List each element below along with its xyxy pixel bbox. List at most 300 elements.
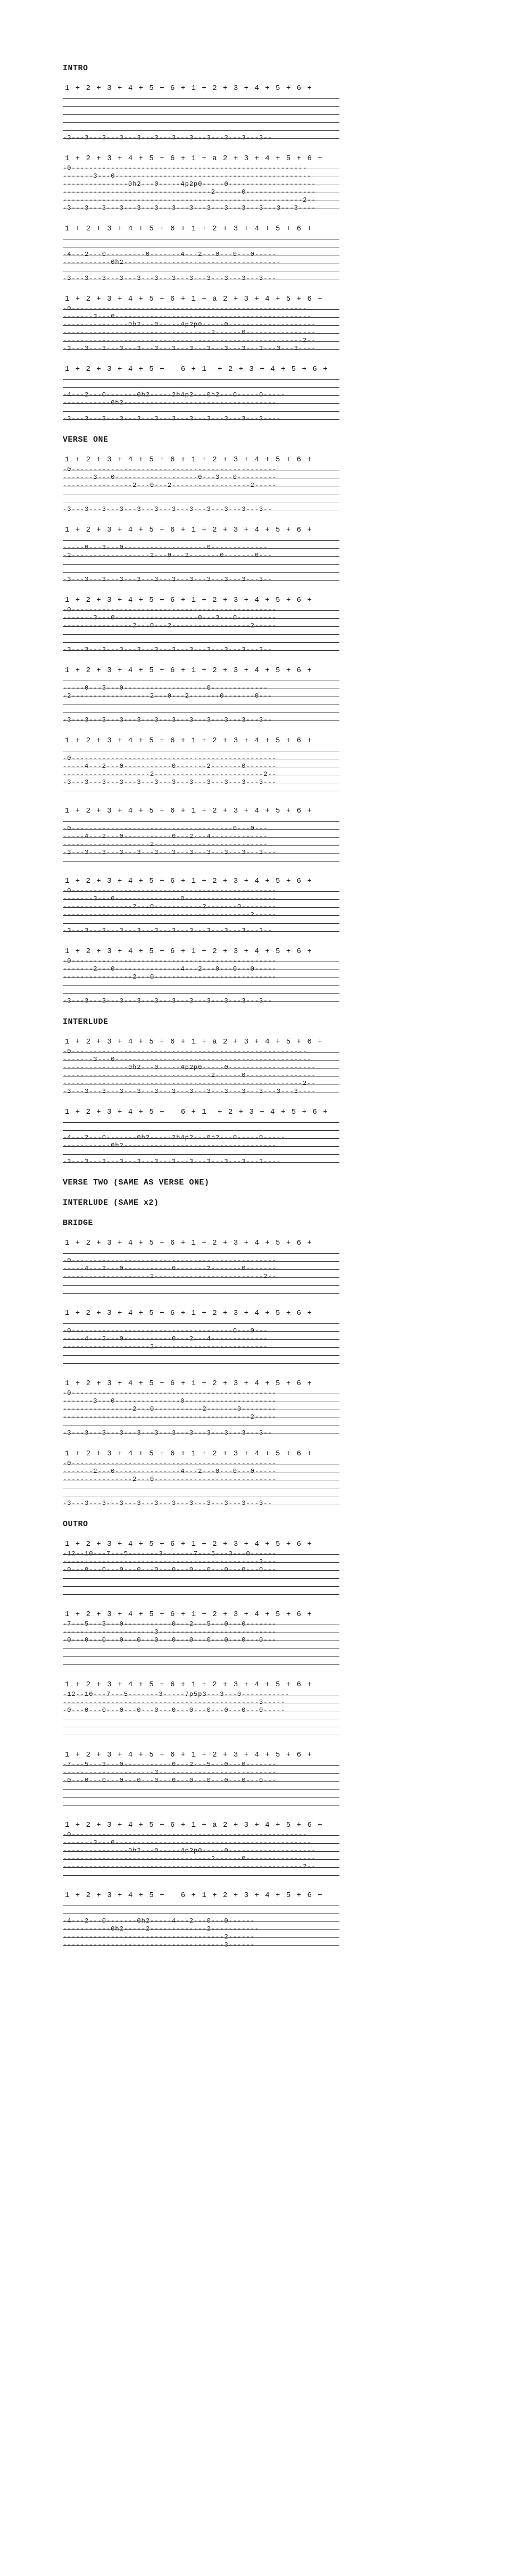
fret-notation: -3---3---3---3---3---3---3---3---3---3---3---3--	[63, 927, 272, 934]
string-line	[63, 1327, 339, 1335]
string-line	[63, 1343, 339, 1351]
string-line	[63, 1801, 339, 1809]
tab-section	[63, 62, 361, 423]
fret-notation: ----------------2---0----------------------------	[63, 973, 277, 981]
tab-measure-block	[63, 1378, 361, 1437]
string-line	[63, 1158, 339, 1166]
fret-notation: -3---3---3---3---3---3---3---3---3---3---3---3--	[63, 716, 272, 724]
string-line	[63, 1636, 339, 1644]
string-line	[63, 1319, 339, 1327]
string-line	[63, 903, 339, 911]
string-line	[63, 251, 339, 259]
tab-measure-block	[63, 1106, 361, 1166]
string-line	[63, 1064, 339, 1072]
beat-count: 1 + 2 + 3 + 4 + 5 + 6 + 1 + 2 + 3 + 4 + 5 + 6 +	[65, 455, 313, 464]
string-line	[63, 606, 339, 614]
fret-notation: -3---3---3---3---3---3---3---3---3---3---3---3---3---3----	[63, 345, 316, 352]
fret-notation: -------3---0---------------0---------------------	[63, 1397, 277, 1405]
tab-section	[63, 1217, 361, 1508]
fret-notation: --------------------2-------------------------2--	[63, 771, 277, 778]
fret-notation: -3---3---3---3---3---3---3---3---3---3---3---3--	[63, 646, 272, 653]
string-line	[63, 1917, 339, 1925]
string-line	[63, 1405, 339, 1413]
string-line	[63, 1484, 339, 1492]
fret-notation: -------------------------------------2------	[63, 1933, 255, 1941]
string-line	[63, 196, 339, 204]
fret-notation: -0-----------------------------------------------	[63, 957, 277, 965]
string-line	[63, 1142, 339, 1150]
fret-notation: -------------------------------------------2-----	[63, 911, 277, 918]
string-line	[63, 630, 339, 638]
string-line	[63, 716, 339, 724]
string-line	[63, 841, 339, 849]
string-line	[63, 329, 339, 337]
tab-measure-block	[63, 1749, 361, 1809]
fret-notation: ---------------0h2---0-----4p2p0-----0--------------------	[63, 1847, 316, 1854]
tab-measure-block	[63, 293, 361, 353]
string-line	[63, 1265, 339, 1273]
beat-count: 1 + 2 + 3 + 4 + 5 + 6 + 1 + 2 + 3 + 4 + 5 + 6 +	[65, 84, 313, 93]
beat-count: 1 + 2 + 3 + 4 + 5 + 6 + 1 + 2 + 3 + 4 + 5 + 6 +	[65, 736, 313, 745]
fret-notation: -3---3---3---3---3---3---3---3---3---3---3---3---	[63, 849, 277, 856]
fret-notation: ----------------------------------2------0----------------	[63, 1072, 316, 1079]
section-title: OUTRO	[63, 1520, 88, 1529]
fret-notation: -3---3---3---3---3---3---3---3---3---3---3---3---	[63, 275, 277, 282]
fret-notation: -4---2---0-------0h2-----2h4p2---0h2---0-----0-----	[63, 1134, 286, 1141]
string-line	[63, 1413, 339, 1421]
string-line	[63, 825, 339, 833]
string-line	[63, 1777, 339, 1785]
tab-measure-block	[63, 665, 361, 724]
string-line	[63, 1714, 339, 1722]
beat-count: 1 + 2 + 3 + 4 + 5 + 6 + 1 + 2 + 3 + 4 + 5 + 6 +	[65, 1379, 313, 1388]
fret-notation: -----4---2---0-----------0---2---4-------------	[63, 1335, 268, 1343]
fret-notation: -------------------------------------------------------2--	[63, 1863, 316, 1870]
fret-notation: -----4---2---0-----------0-------2-------0-------	[63, 1265, 277, 1272]
string-line	[63, 1831, 339, 1839]
string-line	[63, 391, 339, 399]
tab-staff	[63, 747, 339, 794]
fret-notation: ---------------------------------------------3-----	[63, 1699, 286, 1706]
string-line	[63, 1871, 339, 1879]
string-line	[63, 345, 339, 353]
string-line	[63, 1460, 339, 1468]
tab-measure-block	[63, 454, 361, 513]
fret-notation: -0-----------------------------------------------	[63, 1257, 277, 1264]
fret-notation: -3---3---3---3---3---3---3---3---3---3---3---3----	[63, 1158, 281, 1165]
string-line	[63, 833, 339, 841]
tab-measure-block	[63, 1679, 361, 1738]
tab-staff	[63, 1691, 339, 1738]
string-line	[63, 1933, 339, 1941]
tab-staff	[63, 235, 339, 283]
tab-measure-block	[63, 363, 361, 423]
string-line	[63, 498, 339, 506]
string-line	[63, 1088, 339, 1096]
string-line	[63, 172, 339, 180]
string-line	[63, 708, 339, 716]
beat-count: 1 + 2 + 3 + 4 + 5 + 6 + 1 + 2 + 3 + 4 + 5 + 6 +	[65, 877, 313, 885]
fret-notation: -12--10---7---5-------3-----7p5p3---3---0-----------	[63, 1691, 290, 1698]
fret-notation: -0-----------------------------------------------	[63, 755, 277, 762]
fret-notation: -------------------------------------------------------2--	[63, 337, 316, 344]
fret-notation: -4---2---0---------0-------4---2---0---0---0-----	[63, 251, 277, 258]
fret-notation: -2------------------2---0---2-------0-------0---	[63, 552, 272, 559]
string-line	[63, 1909, 339, 1917]
fret-notation: -7---5---3---0-----------0---2---5---0---0-------	[63, 1761, 277, 1768]
string-line	[63, 817, 339, 825]
tab-measure-block	[63, 1819, 361, 1879]
string-line	[63, 857, 339, 865]
fret-notation: -----4---2---0-----------0---2---4-------------	[63, 833, 268, 840]
fret-notation: -----0---3---0-------------------0-------------	[63, 544, 268, 551]
string-line	[63, 1558, 339, 1566]
fret-notation: ----------------------------------2------0----------------	[63, 1855, 316, 1862]
tab-staff	[63, 1460, 339, 1508]
fret-notation: -0---0---0---0---0---0---0---0---0---0---0---0---	[63, 1636, 277, 1644]
fret-notation: -4---2---0-------0h2-----2h4p2---0h2---0-----0-----	[63, 391, 286, 399]
tab-section	[63, 434, 361, 1005]
fret-notation: -------------------------------------------------------2--	[63, 1080, 316, 1087]
fret-notation: --------------------2-------------------------2--	[63, 1273, 277, 1280]
string-line	[63, 849, 339, 857]
string-line	[63, 235, 339, 243]
string-line	[63, 1769, 339, 1777]
fret-notation: -0---0---0---0---0---0---0---0---0---0---0---0-----	[63, 1707, 286, 1714]
string-line	[63, 1620, 339, 1628]
beat-count: 1 + 2 + 3 + 4 + 5 + 6 + 1 + 2 + 3 + 4 + 5 + 6 +	[65, 1449, 313, 1458]
string-line	[63, 1785, 339, 1793]
string-line	[63, 1793, 339, 1801]
fret-notation: -0------------------------------------------------------	[63, 1048, 307, 1055]
string-line	[63, 1118, 339, 1126]
string-line	[63, 997, 339, 1005]
string-line	[63, 973, 339, 981]
tab-section	[63, 1016, 361, 1166]
string-line	[63, 1468, 339, 1476]
tab-staff	[63, 536, 339, 584]
section-title: VERSE ONE	[63, 435, 109, 444]
string-line	[63, 1925, 339, 1933]
string-line	[63, 1429, 339, 1437]
fret-notation: -0-------------------------------------0---0---	[63, 1327, 268, 1335]
string-line	[63, 134, 339, 142]
fret-notation: -0------------------------------------------------------	[63, 164, 307, 172]
beat-count: 1 + 2 + 3 + 4 + 5 + 6 + 1 + 2 + 3 + 4 + 5 + 6 +	[65, 526, 313, 534]
string-line	[63, 919, 339, 927]
beat-count: 1 + 2 + 3 + 4 + 5 + 6 + 1 + 2 + 3 + 4 + 5 + 6 +	[65, 666, 313, 675]
fret-notation: -------3---0-------------------0---3---0---------	[63, 614, 277, 622]
fret-notation: --------------------2--------------------------	[63, 1343, 268, 1351]
tab-staff	[63, 164, 339, 212]
string-line	[63, 646, 339, 654]
string-line	[63, 1359, 339, 1367]
fret-notation: -0------------------------------------------------------	[63, 305, 307, 312]
string-line	[63, 1048, 339, 1056]
string-line	[63, 1351, 339, 1359]
string-line	[63, 887, 339, 895]
string-line	[63, 755, 339, 763]
string-line	[63, 1660, 339, 1668]
tab-staff	[63, 676, 339, 724]
tab-measure-block	[63, 1609, 361, 1668]
string-line	[63, 614, 339, 622]
tab-section	[63, 1177, 361, 1197]
fret-notation: -12--10---7---5-------3-------7---5---3---0------	[63, 1550, 277, 1558]
string-line	[63, 1941, 339, 1949]
string-line	[63, 1839, 339, 1847]
fret-notation: -3---3---3---3---3---3---3---3---3---3---3---3--	[63, 1429, 272, 1437]
fret-notation: -3---3---3---3---3---3---3---3---3---3---3---3--	[63, 506, 272, 513]
tab-staff	[63, 606, 339, 654]
string-line	[63, 1574, 339, 1582]
string-line	[63, 1281, 339, 1289]
string-line	[63, 204, 339, 212]
string-line	[63, 771, 339, 778]
fret-notation: -3---3---3---3---3---3---3---3---3---3---3---3---	[63, 778, 277, 786]
string-line	[63, 1582, 339, 1590]
string-line	[63, 638, 339, 646]
string-line	[63, 1590, 339, 1598]
string-line	[63, 927, 339, 935]
fret-notation: ---------------0h2---0-----4p2p0-----0--------------------	[63, 180, 316, 188]
tab-staff	[63, 1249, 339, 1297]
string-line	[63, 375, 339, 383]
tab-staff	[63, 817, 339, 865]
section-title: INTRO	[63, 64, 88, 73]
fret-notation: -0---0---0---0---0---0---0---0---0---0---0---0---	[63, 1777, 277, 1784]
fret-notation: -0-----------------------------------------------	[63, 1389, 277, 1397]
string-line	[63, 1335, 339, 1343]
beat-count: 1 + 2 + 3 + 4 + 5 + 6 + 1 + 2 + 3 + 4 + 5 + 6 +	[65, 365, 329, 374]
string-line	[63, 180, 339, 188]
fret-notation: ----------------2---0---2------------------2-----	[63, 482, 277, 489]
string-line	[63, 957, 339, 965]
tab-section	[63, 1197, 361, 1217]
beat-count: 1 + 2 + 3 + 4 + 5 + 6 + 1 + 2 + 3 + 4 + 5 + 6 +	[65, 1751, 313, 1759]
beat-count: 1 + 2 + 3 + 4 + 5 + 6 + 1 + a 2 + 3 + 4 + 5 + 6 +	[65, 154, 323, 163]
fret-notation: -0------------------------------------------------------	[63, 1831, 307, 1838]
string-line	[63, 981, 339, 989]
tab-measure-block	[63, 1448, 361, 1508]
beat-count: 1 + 2 + 3 + 4 + 5 + 6 + 1 + a 2 + 3 + 4 + 5 + 6 +	[65, 1038, 323, 1046]
string-line	[63, 1500, 339, 1508]
beat-count: 1 + 2 + 3 + 4 + 5 + 6 + 1 + 2 + 3 + 4 + 5 + 6 +	[65, 1239, 313, 1247]
string-line	[63, 1389, 339, 1397]
section-title: BRIDGE	[63, 1219, 94, 1228]
string-line	[63, 164, 339, 172]
fret-notation: -------------------------------------------------------2--	[63, 196, 316, 204]
section-title: INTERLUDE	[63, 1017, 109, 1026]
tab-measure-block	[63, 594, 361, 654]
string-line	[63, 243, 339, 251]
tab-measure-block	[63, 82, 361, 142]
fret-notation: ----------------2---0-----------2-------0--------	[63, 1405, 277, 1413]
tab-staff	[63, 1389, 339, 1437]
fret-notation: -0-------------------------------------0---0---	[63, 825, 268, 832]
tab-measure-block	[63, 1538, 361, 1598]
fret-notation: -0-----------------------------------------------	[63, 887, 277, 894]
string-line	[63, 313, 339, 321]
string-line	[63, 965, 339, 973]
string-line	[63, 188, 339, 196]
tab-staff	[63, 887, 339, 935]
string-line	[63, 1056, 339, 1064]
fret-notation: -0-----------------------------------------------	[63, 606, 277, 614]
tab-measure-block	[63, 805, 361, 865]
string-line	[63, 778, 339, 786]
string-line	[63, 786, 339, 794]
fret-notation: -----------0h2-----2-------------2-----------	[63, 1925, 260, 1933]
tab-staff	[63, 94, 339, 142]
beat-count: 1 + 2 + 3 + 4 + 5 + 6 + 1 + 2 + 3 + 4 + 5 + 6 +	[65, 807, 313, 815]
string-line	[63, 1249, 339, 1257]
string-line	[63, 267, 339, 275]
string-line	[63, 1492, 339, 1500]
string-line	[63, 383, 339, 391]
fret-notation: -------3---0---------------------------------------------	[63, 313, 312, 320]
string-line	[63, 622, 339, 630]
string-line	[63, 544, 339, 552]
string-line	[63, 560, 339, 568]
string-line	[63, 94, 339, 102]
fret-notation: ----------------2---0-----------2-------0--------	[63, 903, 277, 910]
string-line	[63, 415, 339, 423]
tab-staff	[63, 305, 339, 353]
fret-notation: ----------------------------------2------0----------------	[63, 188, 316, 196]
tab-staff	[63, 957, 339, 1005]
fret-notation: -3---3---3---3---3---3---3---3---3---3---3---3---3---3----	[63, 1088, 316, 1095]
string-line	[63, 1421, 339, 1429]
string-line	[63, 506, 339, 513]
beat-count: 1 + 2 + 3 + 4 + 5 + 6 + 1 + 2 + 3 + 4 + 5 + 6 +	[65, 1540, 313, 1548]
fret-notation: -----------0h2-----------------------------------	[63, 399, 277, 407]
fret-notation: ----------------2---0----------------------------	[63, 1476, 277, 1483]
string-line	[63, 911, 339, 919]
fret-notation: -------3---0---------------------------------------------	[63, 172, 312, 180]
tab-section	[63, 1518, 361, 1949]
string-line	[63, 275, 339, 283]
string-line	[63, 490, 339, 498]
tab-measure-block	[63, 223, 361, 283]
string-line	[63, 1847, 339, 1855]
tab-measure-block	[63, 1036, 361, 1096]
string-line	[63, 1707, 339, 1714]
string-line	[63, 552, 339, 560]
tab-staff	[63, 1761, 339, 1809]
fret-notation: -----------0h2------------------------------------	[63, 259, 281, 266]
beat-count: 1 + 2 + 3 + 4 + 5 + 6 + 1 + 2 + 3 + 4 + 5 + 6 +	[65, 1680, 313, 1689]
tab-staff	[63, 1319, 339, 1367]
string-line	[63, 747, 339, 755]
section-title: INTERLUDE (SAME x2)	[63, 1198, 159, 1207]
fret-notation: -----4---2---0-----------0-------2-------0-------	[63, 763, 277, 770]
string-line	[63, 1476, 339, 1484]
tab-staff	[63, 466, 339, 513]
fret-notation: -3---3---3---3---3---3---3---3---3---3---3---3---3---3----	[63, 204, 316, 212]
fret-notation: ---------------------3---------------------------	[63, 1769, 277, 1776]
fret-notation: -------3---0---------------------------------------------	[63, 1056, 312, 1063]
beat-count: 1 + 2 + 3 + 4 + 5 + 6 + 1 + 2 + 3 + 4 + 5 + 6 +	[65, 1610, 313, 1619]
tab-measure-block	[63, 735, 361, 794]
string-line	[63, 399, 339, 407]
string-line	[63, 1652, 339, 1660]
beat-count: 1 + 2 + 3 + 4 + 5 + 6 + 1 + 2 + 3 + 4 + 5 + 6 +	[65, 1891, 323, 1900]
fret-notation: ---------------0h2---0-----4p2p0-----0--------------------	[63, 1064, 316, 1071]
tab-measure-block	[63, 946, 361, 1005]
string-line	[63, 1257, 339, 1265]
string-line	[63, 1134, 339, 1142]
fret-notation: -------3---0-------------------0---3---0---------	[63, 474, 277, 481]
string-line	[63, 692, 339, 700]
string-line	[63, 259, 339, 267]
string-line	[63, 305, 339, 313]
fret-notation: -------2---0---------------4---2---0---0---0-----	[63, 1468, 277, 1475]
tab-measure-block	[63, 1237, 361, 1297]
fret-notation: -3---3---3---3---3---3---3---3---3---3---3---3----	[63, 415, 281, 423]
beat-count: 1 + 2 + 3 + 4 + 5 + 6 + 1 + 2 + 3 + 4 + 5 + 6 +	[65, 596, 313, 604]
tab-measure-block	[63, 1890, 361, 1949]
fret-notation: -0-----------------------------------------------	[63, 466, 277, 473]
tab-staff	[63, 1550, 339, 1598]
string-line	[63, 1397, 339, 1405]
fret-notation: -4---2---0-------0h2-----4---2---0---0------	[63, 1917, 255, 1925]
fret-notation: ---------------------------------------------3---	[63, 1558, 277, 1566]
beat-count: 1 + 2 + 3 + 4 + 5 + 6 + 1 + 2 + 3 + 4 + 5 + 6 +	[65, 1108, 329, 1116]
tab-staff	[63, 1831, 339, 1879]
fret-notation: ----------------2---0---2------------------2-----	[63, 622, 277, 629]
fret-notation: -----0---3---0-------------------0-------------	[63, 684, 268, 692]
string-line	[63, 989, 339, 997]
fret-notation: -7---5---3---0-----------0---2---5---0---0-------	[63, 1620, 277, 1628]
string-line	[63, 1550, 339, 1558]
string-line	[63, 1863, 339, 1871]
fret-notation: ---------------------3---------------------------	[63, 1628, 277, 1636]
string-line	[63, 1901, 339, 1909]
string-line	[63, 576, 339, 584]
tab-measure-block	[63, 153, 361, 212]
section-title: VERSE TWO (SAME AS VERSE ONE)	[63, 1178, 210, 1187]
tab-staff	[63, 1118, 339, 1166]
string-line	[63, 1761, 339, 1769]
fret-notation: ----------------------------------2------0----------------	[63, 329, 316, 336]
string-line	[63, 407, 339, 415]
tab-measure-block	[63, 1307, 361, 1367]
fret-notation: -0-----------------------------------------------	[63, 1460, 277, 1467]
string-line	[63, 1072, 339, 1080]
string-line	[63, 1080, 339, 1088]
beat-count: 1 + 2 + 3 + 4 + 5 + 6 + 1 + 2 + 3 + 4 + 5 + 6 +	[65, 947, 313, 956]
tab-staff	[63, 1620, 339, 1668]
string-line	[63, 321, 339, 329]
string-line	[63, 126, 339, 134]
string-line	[63, 1289, 339, 1297]
beat-count: 1 + 2 + 3 + 4 + 5 + 6 + 1 + a 2 + 3 + 4 + 5 + 6 +	[65, 295, 323, 303]
string-line	[63, 1150, 339, 1158]
string-line	[63, 337, 339, 345]
fret-notation: -3---3---3---3---3---3---3---3---3---3---3---3--	[63, 1500, 272, 1507]
string-line	[63, 676, 339, 684]
string-line	[63, 1699, 339, 1707]
string-line	[63, 1566, 339, 1574]
string-line	[63, 895, 339, 903]
fret-notation: -3---3---3---3---3---3---3---3---3---3---3---3--	[63, 997, 272, 1005]
fret-notation: -3---3---3---3---3---3---3---3---3---3---3---3--	[63, 134, 272, 142]
string-line	[63, 1273, 339, 1281]
beat-count: 1 + 2 + 3 + 4 + 5 + 6 + 1 + 2 + 3 + 4 + 5 + 6 +	[65, 225, 313, 233]
beat-count: 1 + 2 + 3 + 4 + 5 + 6 + 1 + a 2 + 3 + 4 + 5 + 6 +	[65, 1821, 323, 1829]
tab-measure-block	[63, 875, 361, 935]
